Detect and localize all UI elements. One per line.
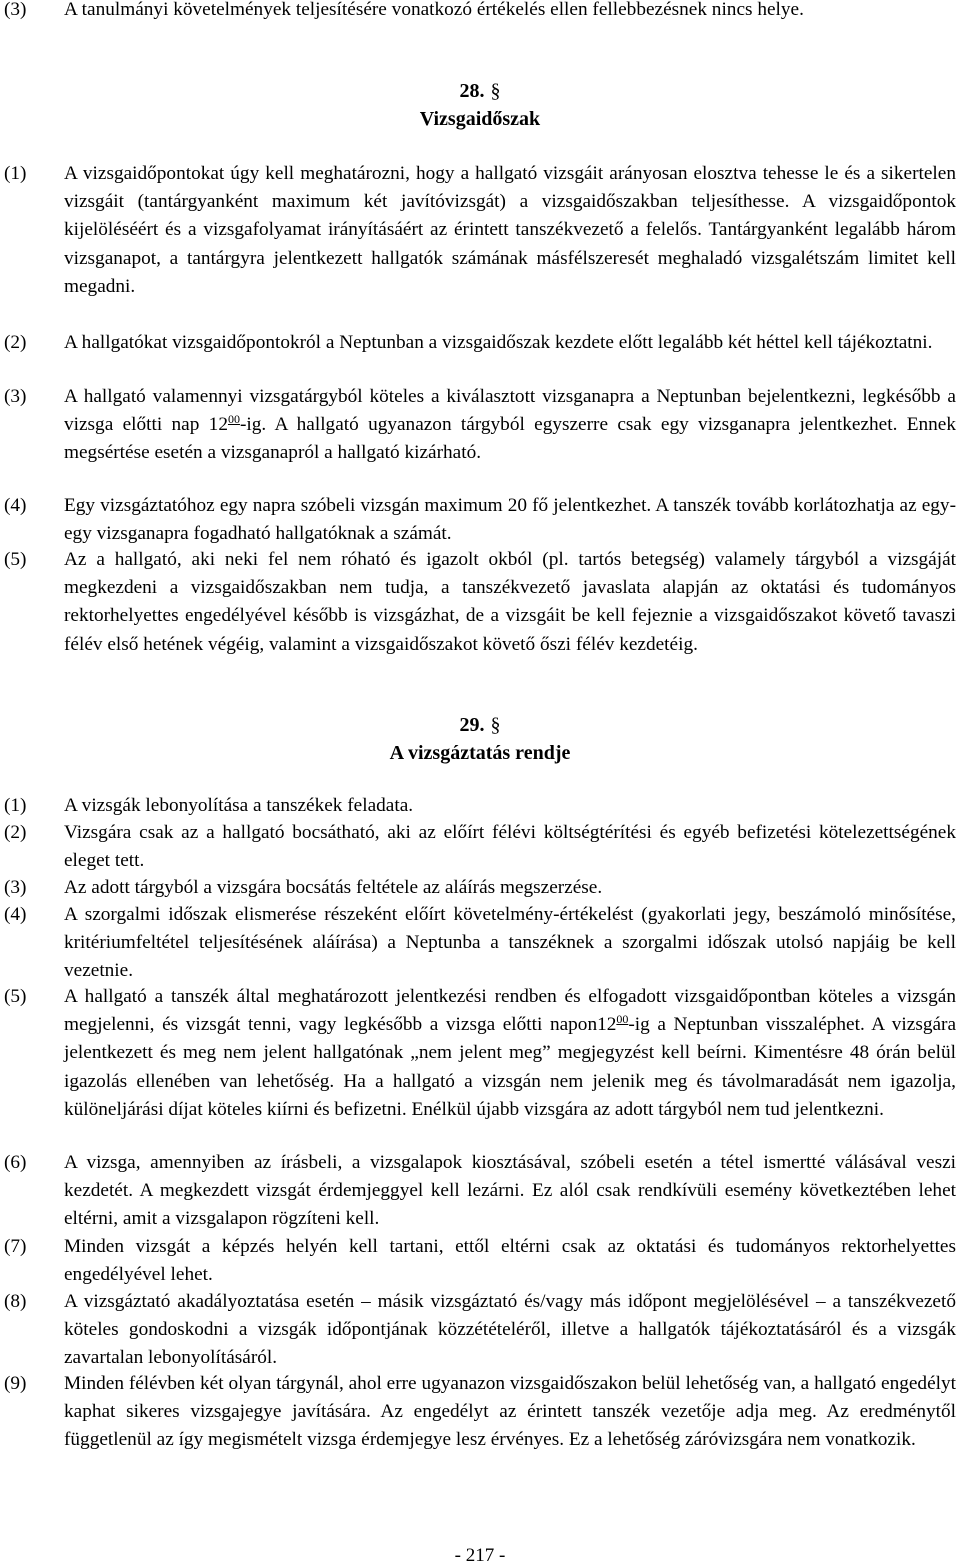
s29-paragraph-9: (9) Minden félévben két olyan tárgynál, ahol erre ugyanazon vizsgaidőszakon belül lehetőség van, a hallgató engedélyt kaphat sikeres vizsgajegye javítására. Az engedélyt az érintett tanszék vezetője adja meg. Az eredménytől függetlenül az így megismételt vizsga érdemjegye lesz érvényes. Ez a lehetőség záróvizsgára nem vonatkozik. — [4, 1373, 956, 1451]
s29-paragraph-4: (4) A szorgalmi időszak elismerése részeként előírt követelmény-értékelést (gyakorlati jegy, beszámoló minősítése, kritériumfeltétel teljesítésének aláírása) a Neptunba a tanszéknek a szorgalmi időszak utolsó napjáig be kell vezetnie. — [4, 904, 956, 982]
s29-paragraph-5: (5) A hallgató a tanszék által meghatározott jelentkezési rendben és elfogadott vizsgaidőpontban köteles a vizsgán megjelenni, és vizsgát tenni, vagy legkésőbb a vizsga előtti $napon12^{00}-ig$ a Neptunban visszaléphet. A vizsgára jelentkezett és meg nem jelent hallgatónak „nem jelent meg” megjegyzést kell beírni. Kimentésre 48 órán belül igazolás ellenében van lehetőség. Ha a hallgató a vizsgán nem jelenik meg és távolmaradását nem igazolja, különeljárási díjat köteles kiírni és befizetni. Enélkül újabb vizsgára az adott tárgyból nem tud jelentkezni. — [4, 986, 956, 1120]
section-sign-icon: § — [490, 714, 501, 736]
s28-paragraph-4: (4) Egy vizsgáztatóhoz egy napra szóbeli vizsgán maximum 20 fő jelentkezhet. A tanszék tovább korlátozhatja az egy-egy vizsganapra fogadható hallgatóknak a számát. — [4, 495, 956, 545]
paragraph-text: A tanulmányi követelmények teljesítésére vonatkozó értékelés ellen fellebbezésnek nincs helye. — [64, 0, 804, 20]
paragraph-number: (3) — [4, 0, 27, 20]
page-number: - 217 - — [454, 1545, 506, 1566]
s28-paragraph-2: (2) A hallgatókat vizsgaidőpontokról a Neptunban a vizsgaidőszak kezdete előtt legalább két héttel kell tájékoztatni. — [4, 332, 933, 353]
section-number-29: 29. § — [459, 714, 501, 736]
paragraph-prev-3 — [4, 0, 956, 24]
section-title-29: A vizsgáztatás rendje — [389, 742, 571, 764]
s29-paragraph-6: (6) A vizsga, amennyiben az írásbeli, a vizsgalapok kiosztásával, szóbeli esetén a tétel ismertté válásával veszi kezdetét. A megkezdett vizsgát érdemjeggyel kell lezárni. Ez alól csak rendkívüli esemény következtében lehet eltérni, amit a vizsgalapon rögzíteni kell. — [4, 1152, 956, 1230]
s29-paragraph-8: (8) A vizsgáztató akadályoztatása esetén – másik vizsgáztató és/vagy más időpont megjelölésével – a tanszékvezető köteles gondoskodni a vizsgák időpontjának közzétételéről, illetve a hallgatók tájékoztatásáról és a vizsgák zavartalan lebonyolításáról. — [4, 1291, 956, 1369]
s28-paragraph-3: (3) A hallgató valamennyi vizsgatárgyból köteles a kiválasztott vizsganapra a Neptunban bejelentkezni, legkésőbb a vizsga előtti nap $12^{00}-ig$. A hallgató ugyanazon tárgyból egyszerre csak egy vizsganapra jelentkezhet. Ennek megsértése esetén a vizsganapról a hallgató kizárható. — [4, 386, 956, 464]
s29-paragraph-7: (7) Minden vizsgát a képzés helyén kell tartani, ettől eltérni csak az oktatási és tudományos rektorhelyettes engedélyével lehet. — [4, 1236, 956, 1286]
s29-paragraph-3: (3) Az adott tárgyból a vizsgára bocsátás feltétele az aláírás megszerzése. — [4, 877, 603, 898]
s29-paragraph-1: (1) A vizsgák lebonyolítása a tanszékek feladata. — [4, 795, 414, 816]
section-sign-icon: § — [490, 80, 501, 102]
section-number-28: 28. § — [459, 80, 501, 102]
s28-paragraph-1: (1) A vizsgaidőpontokat úgy kell meghatározni, hogy a hallgató vizsgáit arányosan elosztva tehesse le és a sikertelen vizsgáit (tantárgyanként maximum két javítóvizsgát) a vizsgaidőszakban teljesíthesse. A vizsgaidőpontok kijelöléséért és a vizsgafolyamat irányításáért az érintett tanszékvezető a felelős. Tantárgyanként legalább három vizsganapot, a tantárgyra jelentkezett hallgatók számának másfélszeresét meghaladó vizsgalétszám limitet kell megadni. — [4, 163, 956, 297]
section-title-28: Vizsgaidőszak — [419, 108, 541, 130]
s28-paragraph-5: (5) Az a hallgató, aki neki fel nem róható és igazolt okból (pl. tartós betegség) valamely tárgyból a vizsgáját megkezdeni a vizsgaidőszakban nem tudja, a tanszékvezető javaslata alapján az oktatási és tudományos rektorhelyettes engedélyével később is vizsgázhat, de a vizsgáit be kell fejeznie a vizsgaidőszakot követő tavaszi félév első hetének végéig, valamint a vizsgaidőszakot követő őszi félév kezdetéig. — [4, 549, 956, 655]
s29-paragraph-2: (2) Vizsgára csak az a hallgató bocsátható, aki az előírt félévi költségtérítési és egyéb befizetési kötelezettségének eleget tett. — [4, 822, 956, 872]
